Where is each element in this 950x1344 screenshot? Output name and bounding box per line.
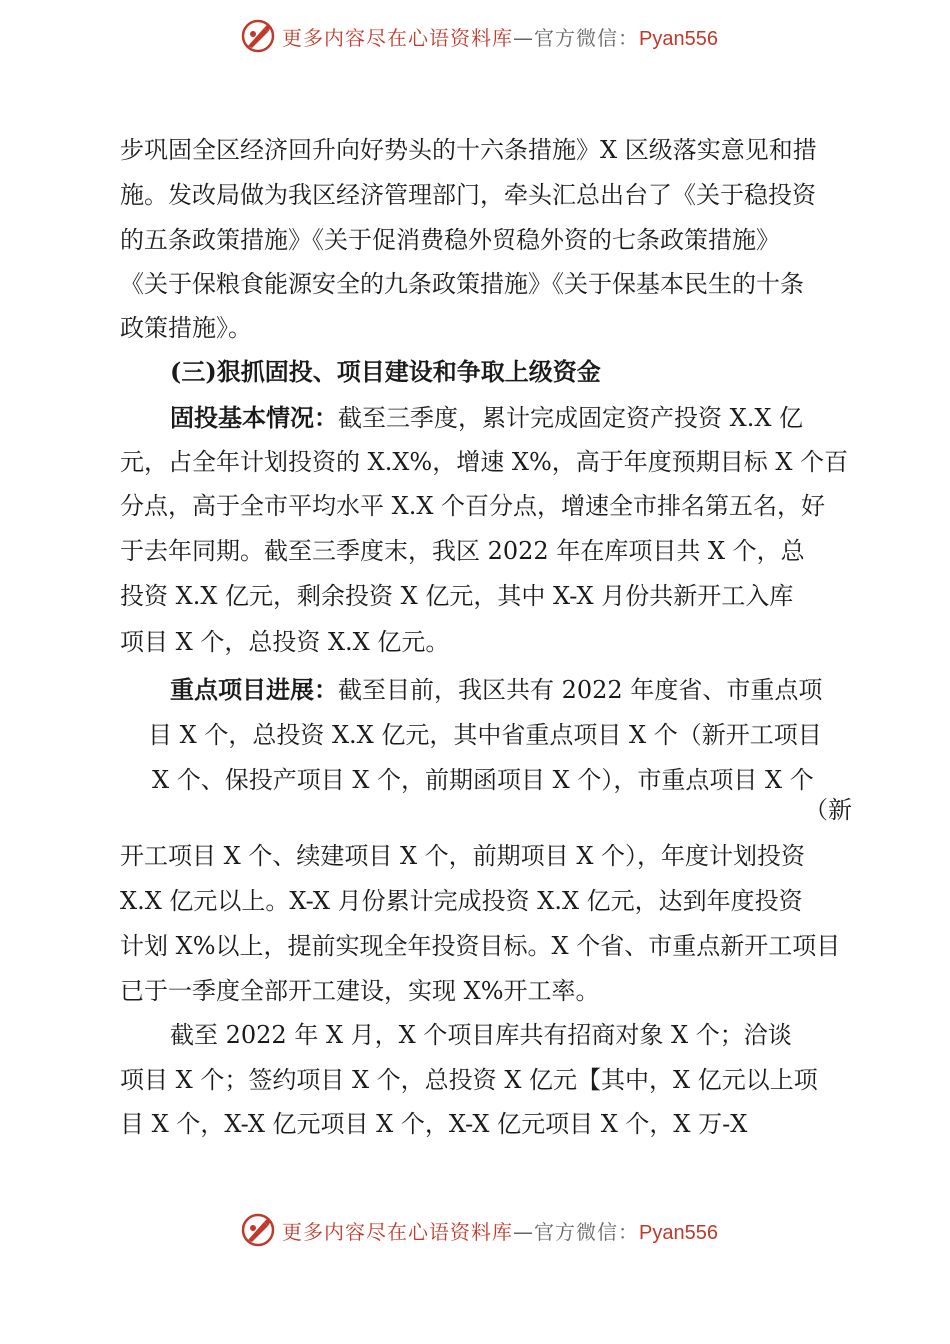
para2-line-5: 投资 X.X 亿元，剩余投资 X 亿元，其中 X-X 月份共新开工入库 [120,582,794,610]
header-dash: — [513,26,534,50]
footer-promo-text [282,1216,718,1245]
para2-line-3: 分点，高于全市平均水平 X.X 个百分点，增速全市排名第五名，好 [120,492,826,520]
footer-wechat-id: Pyan556 [639,1222,718,1244]
para2-label: 固投基本情况： [170,403,338,432]
para2-line-4: 于去年同期。截至三季度末，我区 2022 年在库项目共 X 个，总 [120,537,805,565]
para3-line-1-text: 截至目前，我区共有 2022 年度省、市重点项 [338,676,823,704]
pen-logo-icon [240,18,276,54]
para4-line-2: 项目 X 个；签约项目 X 个，总投资 X 亿元【其中，X 亿元以上项 [120,1066,818,1094]
header-wechat-label: 官方微信： [534,26,639,50]
para4-line-1: 截至 2022 年 X 月，X 个项目库共有招商对象 X 个；洽谈 [170,1021,792,1049]
header-wechat-id: Pyan556 [639,28,718,50]
header-promo: 更多内容尽在心语资料库 [282,26,513,50]
para1-line-2: 施。发改局做为我区经济管理部门，牵头汇总出台了《关于稳投资 [120,181,816,209]
para3-line-3: X 个、保投产项目 X 个，前期函项目 X 个），市重点项目 X 个 [152,766,814,794]
para3-line-8: 已于一季度全部开工建设，实现 X%开工率。 [120,977,600,1005]
pen-logo-icon [240,1212,276,1248]
para1-line-4: 《关于保粮食能源安全的九条政策措施》《关于保基本民生的十条 [120,270,804,298]
footer-promo: 更多内容尽在心语资料库 [282,1220,513,1244]
header-banner [0,16,950,56]
footer-banner [0,1210,950,1250]
para1-line-3: 的五条政策措施》《关于促消费稳外贸稳外资的七条政策措施》 [120,226,780,254]
para3-line-6: X.X 亿元以上。X-X 月份累计完成投资 X.X 亿元，达到年度投资 [120,887,803,915]
para2-line-2: 元，占全年计划投资的 X.X%，增速 X%，高于年度预期目标 X 个百 [120,448,849,476]
para3-line-1 [170,674,822,706]
para4-line-3: 目 X 个，X-X 亿元项目 X 个，X-X 亿元项目 X 个，X 万-X [120,1110,748,1138]
para3-label: 重点项目进展： [170,675,338,704]
para3-line-2: 目 X 个，总投资 X.X 亿元，其中省重点项目 X 个（新开工项目 [148,721,822,749]
header-promo-text [282,22,718,51]
para1-line-1: 步巩固全区经济回升向好势头的十六条措施》X 区级落实意见和措 [120,136,817,164]
para3-line-7: 计划 X%以上，提前实现全年投资目标。X 个省、市重点新开工项目 [120,932,841,960]
para2-line-1-text: 截至三季度，累计完成固定资产投资 X.X 亿 [338,404,804,432]
para1-line-5: 政策措施》。 [120,314,252,342]
para2-line-6: 项目 X 个，总投资 X.X 亿元。 [120,628,450,656]
section-heading: (三)狠抓固投、项目建设和争取上级资金 [170,357,601,386]
footer-dash: — [513,1220,534,1244]
para3-line-5: 开工项目 X 个、续建项目 X 个，前期项目 X 个），年度计划投资 [120,842,806,870]
para3-line-4: （新 [804,796,852,824]
para2-line-1 [170,402,803,434]
footer-wechat-label: 官方微信： [534,1220,639,1244]
